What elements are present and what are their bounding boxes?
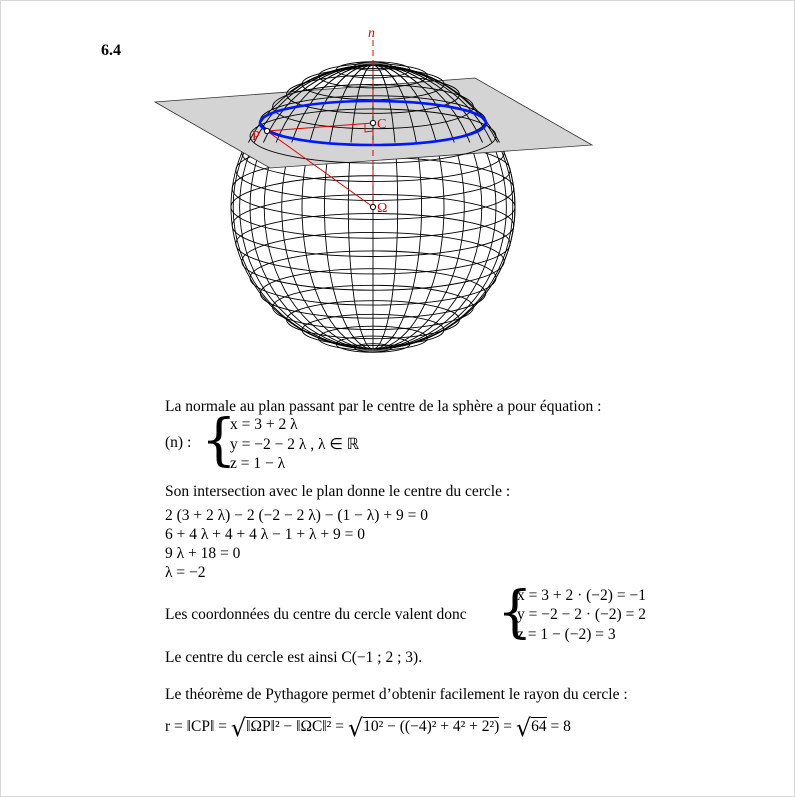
normal-intro: La normale au plan passant par le centre de la sphère a pour équation : [165,398,602,415]
normal-eq-x: x = 3 + 2 λ [230,416,298,433]
coord-z: z = 1 − (−2) = 3 [517,626,616,643]
radius-equals-2: = [503,718,512,735]
coords-intro: Les coordonnées du centre du cercle valent donc [165,606,467,623]
equation-line-3: 9 λ + 18 = 0 [165,545,241,562]
radius-sqrt-2: 10² − ((−4)² + 4² + 2²) [363,718,500,735]
sqrt-symbol: √ [230,714,247,742]
coord-x: x = 3 + 2 · (−2) = −1 [517,587,646,604]
radius-formula-start: r = ‖CP‖ = [165,718,227,735]
equation-line-1: 2 (3 + 2 λ) − 2 (−2 − 2 λ) − (1 − λ) + 9 = 0 [165,507,428,524]
exercise-number: 6.4 [101,42,121,59]
point-p [264,128,269,133]
normal-system-label: (n) : [165,434,192,451]
point-c [370,120,375,125]
radius-sqrt-3: 64 [531,718,547,735]
label-omega: Ω [377,201,388,216]
label-p: P [252,129,260,144]
radius-equals-1: = [335,718,344,735]
radius-formula [165,714,571,742]
point-omega [370,204,375,209]
sqrt-symbol: √ [515,714,532,742]
intersection-intro: Son intersection avec le plan donne le centre du cercle : [165,483,511,500]
coord-y: y = −2 − 2 · (−2) = 2 [517,606,646,623]
center-result: Le centre du cercle est ainsi C(−1 ; 2 ; 3). [165,649,423,666]
normal-eq-y: y = −2 − 2 λ , λ ∈ ℝ [230,436,360,453]
sqrt-symbol: √ [347,714,364,742]
radius-end: = 8 [550,718,571,735]
normal-system-brace: { [201,408,237,473]
label-n: n [368,26,375,41]
coords-system-brace: { [497,580,533,645]
normal-eq-z: z = 1 − λ [230,455,286,472]
equation-line-2: 6 + 4 λ + 4 + 4 λ − 1 + λ + 9 = 0 [165,526,365,543]
pythagoras-intro: Le théorème de Pythagore permet d’obtenir facilement le rayon du cercle : [165,686,628,703]
radius-sqrt-1: ‖ΩP‖² − ‖ΩC‖² [246,718,332,735]
equation-line-4: λ = −2 [165,564,206,581]
label-c: C [377,117,387,132]
sphere-plane-figure [150,20,610,360]
